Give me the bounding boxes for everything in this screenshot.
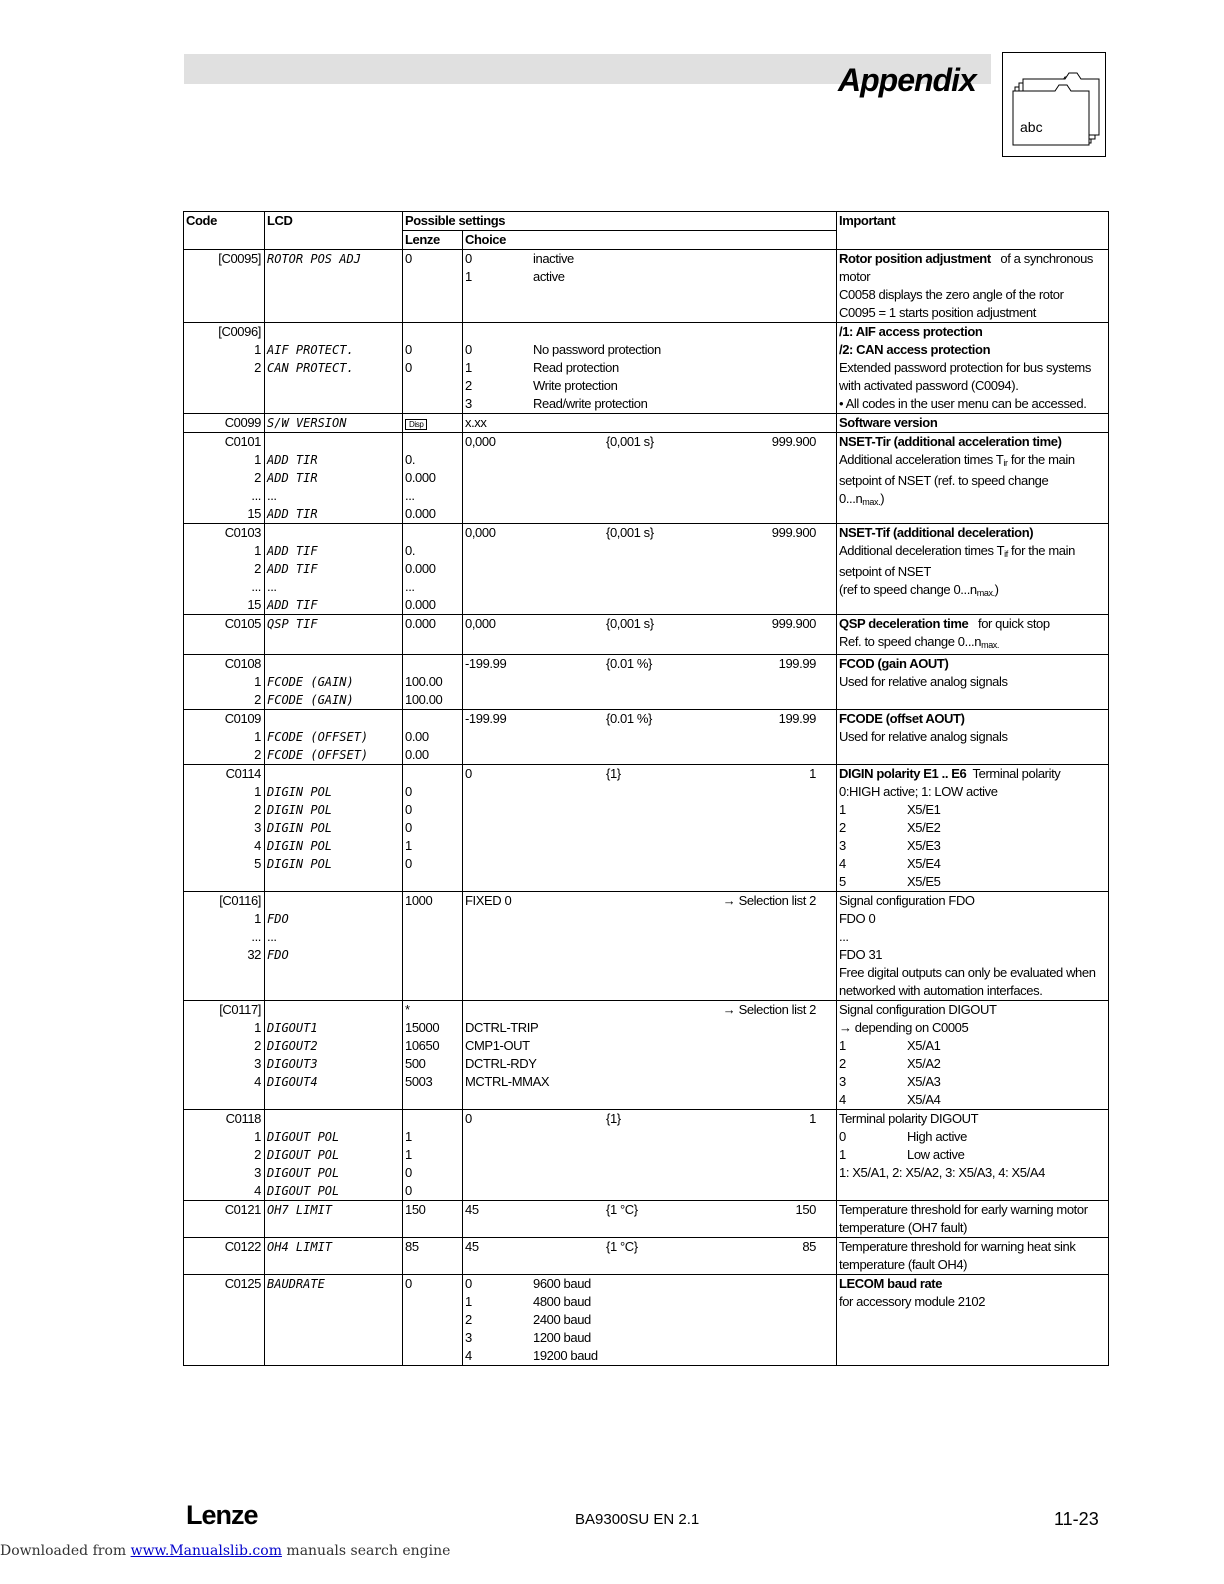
lcd-cell: DIGOUT1 DIGOUT2 DIGOUT3 DIGOUT4 bbox=[265, 1001, 403, 1110]
code-cell: C0118 1 2 3 4 bbox=[184, 1110, 265, 1201]
lcd-cell bbox=[265, 250, 403, 323]
lenze-cell: 150 bbox=[403, 1201, 463, 1238]
parameter-table bbox=[183, 211, 1109, 1366]
chapter-tab-label: abc bbox=[1020, 119, 1043, 135]
table-row bbox=[184, 655, 1109, 710]
important-cell: Rotor position adjustment of a synchronous motor C0058 displays the zero angle of the rotor C0095 = 1 starts position adjustment bbox=[837, 250, 1109, 323]
table-row bbox=[184, 1275, 1109, 1366]
folder-icon bbox=[1003, 53, 1107, 158]
col-header-choice: Choice bbox=[463, 231, 837, 250]
code-cell: C0101 1 2 ... 15 bbox=[184, 433, 265, 524]
code-cell: C0105 bbox=[184, 615, 265, 655]
table-row bbox=[184, 765, 1109, 892]
chapter-tab-box bbox=[1002, 52, 1106, 157]
code-cell: C0121 bbox=[184, 1201, 265, 1238]
table-row bbox=[184, 414, 1109, 433]
lcd-cell: BAUDRATE bbox=[265, 1275, 403, 1366]
page-number: 11-23 bbox=[1054, 1509, 1099, 1529]
choice-cell: 0,000 {0,001 s} 999.900 bbox=[463, 615, 837, 655]
choice-cell: 0 {1} 1 bbox=[463, 1110, 837, 1201]
lenze-cell: 0 bbox=[403, 250, 463, 323]
choice-cell: 45 {1 °C} 150 bbox=[463, 1201, 837, 1238]
lcd-cell: QSP TIF bbox=[265, 615, 403, 655]
table-row bbox=[184, 433, 1109, 524]
important-cell: QSP deceleration time for quick stop Ref. to speed change $0...n_{max.}$ bbox=[837, 615, 1109, 655]
important-cell: FCOD (gain AOUT) Used for relative analog signals bbox=[837, 655, 1109, 710]
table-row bbox=[184, 892, 1109, 1001]
lcd-cell: FCODE (GAIN) FCODE (GAIN) bbox=[265, 655, 403, 710]
code-cell: [C0095] bbox=[184, 250, 265, 323]
lenze-cell: 1 1 0 0 bbox=[403, 1110, 463, 1201]
code-cell: [C0117] 1 2 3 4 bbox=[184, 1001, 265, 1110]
lcd-text: ROTOR POS ADJ bbox=[267, 252, 361, 266]
code-cell: C0109 1 2 bbox=[184, 710, 265, 765]
document-id: BA9300SU EN 2.1 bbox=[575, 1511, 700, 1528]
important-cell: NSET-Tir (additional acceleration time) Additional acceleration times $T_{ir}$ for the main setpoint of NSET (ref. to speed change $0...n_{max.}$) bbox=[837, 433, 1109, 524]
code-cell: C0122 bbox=[184, 1238, 265, 1275]
important-cell: NSET-Tif (additional deceleration) Additional deceleration times $T_{if}$ for the main setpoint of NSET (ref to speed change $0...n_{max.}$) bbox=[837, 524, 1109, 615]
choice-cell: 0,000 {0,001 s} 999.900 bbox=[463, 524, 837, 615]
lenze-cell: 0.000 bbox=[403, 615, 463, 655]
important-cell: FCODE (offset AOUT) Used for relative analog signals bbox=[837, 710, 1109, 765]
col-header-lcd: LCD bbox=[265, 212, 403, 250]
choice-cell: -199.99 {0.01 %} 199.99 bbox=[463, 710, 837, 765]
important-cell: Signal configuration FDO FDO 0 ... FDO 31 Free digital outputs can only be evaluated when networked with automation interfaces. bbox=[837, 892, 1109, 1001]
choice-cell: 0 {1} 1 bbox=[463, 765, 837, 892]
choice-cell: 0 9600 baud 1 4800 baud 2 2400 baud 3 1200 baud 4 19200 baud bbox=[463, 1275, 837, 1366]
download-notice: Downloaded from www.Manualslib.com manuals search engine bbox=[0, 1543, 451, 1559]
table-row bbox=[184, 615, 1109, 655]
choice-cell: x.xx bbox=[463, 414, 837, 433]
code-cell: C0114 1 2 3 4 5 bbox=[184, 765, 265, 892]
col-header-important: Important bbox=[837, 212, 1109, 250]
choice-cell: 45 {1 °C} 85 bbox=[463, 1238, 837, 1275]
manualslib-link[interactable]: www.Manualslib.com bbox=[130, 1543, 282, 1559]
important-cell: Terminal polarity DIGOUT 0 High active 1 Low active 1: X5/A1, 2: X5/A2, 3: X5/A3, 4: X5/A4 bbox=[837, 1110, 1109, 1201]
code-cell: C0108 1 2 bbox=[184, 655, 265, 710]
lenze-cell: 100.00 100.00 bbox=[403, 655, 463, 710]
important-cell: Signal configuration DIGOUT → depending on C0005 1 X5/A1 2 X5/A2 3 X5/A3 4 X5/A4 bbox=[837, 1001, 1109, 1110]
lcd-cell: FDO ... FDO bbox=[265, 892, 403, 1001]
lcd-cell: AIF PROTECT. CAN PROTECT. bbox=[265, 323, 403, 414]
lenze-cell: 0 0 bbox=[403, 323, 463, 414]
lcd-cell: S/W VERSION bbox=[265, 414, 403, 433]
lenze-cell: 0. 0.000 ... 0.000 bbox=[403, 433, 463, 524]
lenze-cell: 1000 bbox=[403, 892, 463, 1001]
choice-cell: -199.99 {0.01 %} 199.99 bbox=[463, 655, 837, 710]
code-cell: C0099 bbox=[184, 414, 265, 433]
important-cell: Software version bbox=[837, 414, 1109, 433]
lenze-cell: 0 0 0 1 0 bbox=[403, 765, 463, 892]
table-row bbox=[184, 710, 1109, 765]
lcd-cell: ADD TIR ADD TIR ... ADD TIR bbox=[265, 433, 403, 524]
table-row bbox=[184, 1201, 1109, 1238]
lenze-cell bbox=[403, 414, 463, 433]
lenze-cell: 0.00 0.00 bbox=[403, 710, 463, 765]
choice-cell: FIXED 0 → Selection list 2 bbox=[463, 892, 837, 1001]
choice-cell: 0 No password protection 1 Read protection 2 Write protection 3 Read/write protection bbox=[463, 323, 837, 414]
lcd-cell: DIGIN POL DIGIN POL DIGIN POL DIGIN POL DIGIN POL bbox=[265, 765, 403, 892]
table-row bbox=[184, 323, 1109, 414]
code-cell: C0125 bbox=[184, 1275, 265, 1366]
important-cell: DIGIN polarity E1 .. E6 Terminal polarity 0:HIGH active; 1: LOW active 1 X5/E1 2 X5/E2 3 X5/E3 4 X5/E4 5 X5/E5 bbox=[837, 765, 1109, 892]
lenze-cell: 0. 0.000 ... 0.000 bbox=[403, 524, 463, 615]
display-only-badge: Disp bbox=[405, 419, 427, 430]
table-row bbox=[184, 524, 1109, 615]
choice-cell: 0 inactive 1 active bbox=[463, 250, 837, 323]
lenze-cell: * 15000 10650 500 5003 bbox=[403, 1001, 463, 1110]
choice-cell: 0,000 {0,001 s} 999.900 bbox=[463, 433, 837, 524]
lcd-cell: FCODE (OFFSET) FCODE (OFFSET) bbox=[265, 710, 403, 765]
lcd-cell: OH7 LIMIT bbox=[265, 1201, 403, 1238]
col-header-possible-settings: Possible settings bbox=[403, 212, 837, 231]
table-row bbox=[184, 1238, 1109, 1275]
important-cell: Temperature threshold for warning heat sink temperature (fault OH4) bbox=[837, 1238, 1109, 1275]
code-cell: [C0096] 1 2 bbox=[184, 323, 265, 414]
lcd-cell: DIGOUT POL DIGOUT POL DIGOUT POL DIGOUT POL bbox=[265, 1110, 403, 1201]
lcd-cell: ADD TIF ADD TIF ... ADD TIF bbox=[265, 524, 403, 615]
table-row bbox=[184, 1001, 1109, 1110]
important-cell: Temperature threshold for early warning motor temperature (OH7 fault) bbox=[837, 1201, 1109, 1238]
important-cell: /1: AIF access protection /2: CAN access protection Extended password protection for bus systems with activated password (C0094). • All codes in the user menu can be accessed. bbox=[837, 323, 1109, 414]
col-header-code: Code bbox=[184, 212, 265, 250]
important-cell: LECOM baud rate for accessory module 2102 bbox=[837, 1275, 1109, 1366]
lenze-cell: 0 bbox=[403, 1275, 463, 1366]
lenze-cell: 85 bbox=[403, 1238, 463, 1275]
table-row bbox=[184, 1110, 1109, 1201]
lenze-logo: Lenze bbox=[186, 1500, 258, 1530]
col-header-lenze: Lenze bbox=[403, 231, 463, 250]
lcd-cell: OH4 LIMIT bbox=[265, 1238, 403, 1275]
code-cell: C0103 1 2 ... 15 bbox=[184, 524, 265, 615]
table-row bbox=[184, 250, 1109, 323]
choice-cell: → Selection list 2 DCTRL-TRIP CMP1-OUT DCTRL-RDY MCTRL-MMAX bbox=[463, 1001, 837, 1110]
code-cell: [C0116] 1 ... 32 bbox=[184, 892, 265, 1001]
page-title: Appendix bbox=[838, 62, 976, 98]
